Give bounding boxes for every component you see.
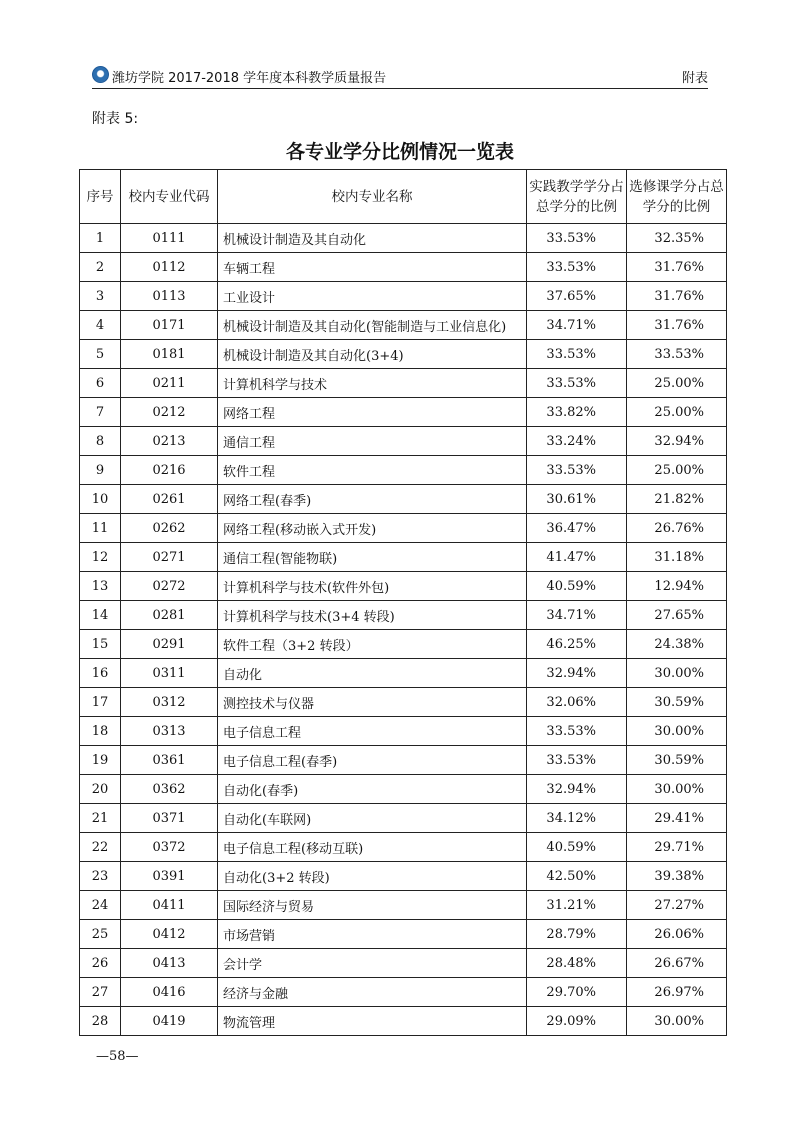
cell-index: 6 [80,369,121,398]
cell-elective-ratio: 12.94% [627,572,727,601]
cell-major-name: 经济与金融 [218,978,527,1007]
table-row [80,282,727,311]
table-row [80,601,727,630]
cell-practice-ratio: 34.71% [527,601,627,630]
table-row [80,311,727,340]
cell-elective-ratio: 30.59% [627,688,727,717]
cell-code: 0111 [121,224,218,253]
cell-major-name: 计算机科学与技术 [218,369,527,398]
cell-code: 0313 [121,717,218,746]
header-section-label: 附表 [681,71,708,86]
cell-index: 8 [80,427,121,456]
cell-elective-ratio: 33.53% [627,340,727,369]
table-header-row [80,170,727,224]
table-row [80,572,727,601]
cell-code: 0362 [121,775,218,804]
table-row [80,659,727,688]
column-header-practice-ratio: 实践教学学分占总学分的比例 [527,170,627,224]
table-row [80,224,727,253]
cell-practice-ratio: 33.53% [527,746,627,775]
cell-major-name: 电子信息工程 [218,717,527,746]
cell-practice-ratio: 32.94% [527,775,627,804]
cell-index: 20 [80,775,121,804]
document-title: 各专业学分比例情况一览表 [285,141,514,163]
cell-practice-ratio: 28.79% [527,920,627,949]
cell-elective-ratio: 32.94% [627,427,727,456]
column-header-elective-ratio: 选修课学分占总学分的比例 [627,170,727,224]
cell-code: 0281 [121,601,218,630]
cell-index: 7 [80,398,121,427]
page-number: —58— [96,1049,139,1064]
cell-code: 0361 [121,746,218,775]
cell-elective-ratio: 31.18% [627,543,727,572]
header-title: 潍坊学院 2017-2018 学年度本科教学质量报告 [112,71,387,86]
table-row [80,920,727,949]
cell-major-name: 车辆工程 [218,253,527,282]
cell-elective-ratio: 39.38% [627,862,727,891]
table-row [80,688,727,717]
cell-elective-ratio: 29.71% [627,833,727,862]
cell-index: 17 [80,688,121,717]
cell-index: 26 [80,949,121,978]
cell-code: 0216 [121,456,218,485]
cell-major-name: 会计学 [218,949,527,978]
table-row [80,253,727,282]
cell-code: 0312 [121,688,218,717]
cell-major-name: 市场营销 [218,920,527,949]
cell-code: 0272 [121,572,218,601]
cell-code: 0416 [121,978,218,1007]
cell-major-name: 机械设计制造及其自动化 [218,224,527,253]
cell-major-name: 电子信息工程(移动互联) [218,833,527,862]
cell-practice-ratio: 36.47% [527,514,627,543]
cell-elective-ratio: 30.00% [627,659,727,688]
cell-major-name: 机械设计制造及其自动化(3+4) [218,340,527,369]
table-row [80,746,727,775]
table-row [80,978,727,1007]
table-row [80,630,727,659]
cell-elective-ratio: 31.76% [627,253,727,282]
table-row [80,862,727,891]
cell-index: 23 [80,862,121,891]
cell-index: 15 [80,630,121,659]
table-row [80,1007,727,1036]
cell-elective-ratio: 30.00% [627,717,727,746]
table-row [80,949,727,978]
cell-index: 2 [80,253,121,282]
cell-practice-ratio: 33.53% [527,456,627,485]
cell-index: 5 [80,340,121,369]
cell-code: 0419 [121,1007,218,1036]
cell-major-name: 计算机科学与技术(3+4 转段) [218,601,527,630]
cell-practice-ratio: 33.24% [527,427,627,456]
table-row [80,427,727,456]
cell-practice-ratio: 40.59% [527,572,627,601]
cell-major-name: 国际经济与贸易 [218,891,527,920]
cell-practice-ratio: 33.53% [527,253,627,282]
cell-major-name: 网络工程(移动嵌入式开发) [218,514,527,543]
cell-index: 24 [80,891,121,920]
cell-code: 0372 [121,833,218,862]
cell-elective-ratio: 27.65% [627,601,727,630]
table-row [80,369,727,398]
credit-ratio-table [79,169,727,1036]
cell-code: 0112 [121,253,218,282]
cell-code: 0211 [121,369,218,398]
cell-code: 0412 [121,920,218,949]
cell-major-name: 工业设计 [218,282,527,311]
cell-elective-ratio: 26.67% [627,949,727,978]
table-row [80,485,727,514]
cell-elective-ratio: 32.35% [627,224,727,253]
cell-code: 0413 [121,949,218,978]
cell-practice-ratio: 34.71% [527,311,627,340]
table-row [80,456,727,485]
table-row [80,398,727,427]
cell-practice-ratio: 32.94% [527,659,627,688]
cell-practice-ratio: 40.59% [527,833,627,862]
cell-code: 0271 [121,543,218,572]
cell-index: 3 [80,282,121,311]
table-row [80,775,727,804]
cell-major-name: 自动化 [218,659,527,688]
cell-practice-ratio: 42.50% [527,862,627,891]
cell-index: 27 [80,978,121,1007]
cell-index: 16 [80,659,121,688]
cell-practice-ratio: 29.70% [527,978,627,1007]
cell-index: 13 [80,572,121,601]
cell-practice-ratio: 37.65% [527,282,627,311]
cell-practice-ratio: 33.82% [527,398,627,427]
cell-code: 0212 [121,398,218,427]
cell-elective-ratio: 24.38% [627,630,727,659]
cell-practice-ratio: 32.06% [527,688,627,717]
cell-major-name: 软件工程 [218,456,527,485]
table-row [80,717,727,746]
cell-index: 19 [80,746,121,775]
page-header [92,64,708,89]
cell-practice-ratio: 33.53% [527,340,627,369]
cell-elective-ratio: 25.00% [627,369,727,398]
column-header-index: 序号 [80,170,121,224]
cell-elective-ratio: 30.59% [627,746,727,775]
cell-code: 0181 [121,340,218,369]
cell-code: 0391 [121,862,218,891]
cell-major-name: 网络工程(春季) [218,485,527,514]
cell-elective-ratio: 30.00% [627,1007,727,1036]
cell-major-name: 网络工程 [218,398,527,427]
cell-practice-ratio: 33.53% [527,369,627,398]
cell-elective-ratio: 31.76% [627,311,727,340]
table-row [80,514,727,543]
table-row [80,804,727,833]
table-row [80,340,727,369]
table-row [80,833,727,862]
cell-elective-ratio: 21.82% [627,485,727,514]
cell-major-name: 自动化(3+2 转段) [218,862,527,891]
table-row [80,543,727,572]
cell-elective-ratio: 25.00% [627,456,727,485]
cell-major-name: 测控技术与仪器 [218,688,527,717]
cell-index: 28 [80,1007,121,1036]
cell-code: 0261 [121,485,218,514]
cell-code: 0171 [121,311,218,340]
appendix-label: 附表 5: [92,111,139,127]
cell-code: 0113 [121,282,218,311]
cell-elective-ratio: 30.00% [627,775,727,804]
cell-index: 18 [80,717,121,746]
cell-index: 22 [80,833,121,862]
cell-code: 0262 [121,514,218,543]
cell-practice-ratio: 41.47% [527,543,627,572]
table-row [80,891,727,920]
cell-major-name: 计算机科学与技术(软件外包) [218,572,527,601]
cell-practice-ratio: 33.53% [527,224,627,253]
cell-practice-ratio: 33.53% [527,717,627,746]
column-header-code: 校内专业代码 [121,170,218,224]
cell-index: 4 [80,311,121,340]
cell-practice-ratio: 30.61% [527,485,627,514]
cell-elective-ratio: 29.41% [627,804,727,833]
cell-code: 0311 [121,659,218,688]
cell-elective-ratio: 25.00% [627,398,727,427]
cell-major-name: 机械设计制造及其自动化(智能制造与工业信息化) [218,311,527,340]
cell-index: 9 [80,456,121,485]
cell-code: 0411 [121,891,218,920]
cell-code: 0371 [121,804,218,833]
university-seal-icon [92,66,109,83]
cell-major-name: 电子信息工程(春季) [218,746,527,775]
cell-elective-ratio: 26.76% [627,514,727,543]
cell-practice-ratio: 29.09% [527,1007,627,1036]
cell-major-name: 通信工程 [218,427,527,456]
cell-major-name: 软件工程（3+2 转段） [218,630,527,659]
cell-practice-ratio: 34.12% [527,804,627,833]
cell-index: 10 [80,485,121,514]
cell-major-name: 自动化(春季) [218,775,527,804]
column-header-name: 校内专业名称 [218,170,527,224]
cell-elective-ratio: 31.76% [627,282,727,311]
cell-major-name: 通信工程(智能物联) [218,543,527,572]
cell-elective-ratio: 26.06% [627,920,727,949]
cell-practice-ratio: 28.48% [527,949,627,978]
cell-code: 0291 [121,630,218,659]
cell-index: 11 [80,514,121,543]
cell-index: 21 [80,804,121,833]
cell-code: 0213 [121,427,218,456]
cell-index: 14 [80,601,121,630]
cell-index: 12 [80,543,121,572]
cell-elective-ratio: 26.97% [627,978,727,1007]
cell-major-name: 物流管理 [218,1007,527,1036]
cell-index: 25 [80,920,121,949]
cell-practice-ratio: 46.25% [527,630,627,659]
cell-index: 1 [80,224,121,253]
cell-practice-ratio: 31.21% [527,891,627,920]
cell-major-name: 自动化(车联网) [218,804,527,833]
cell-elective-ratio: 27.27% [627,891,727,920]
